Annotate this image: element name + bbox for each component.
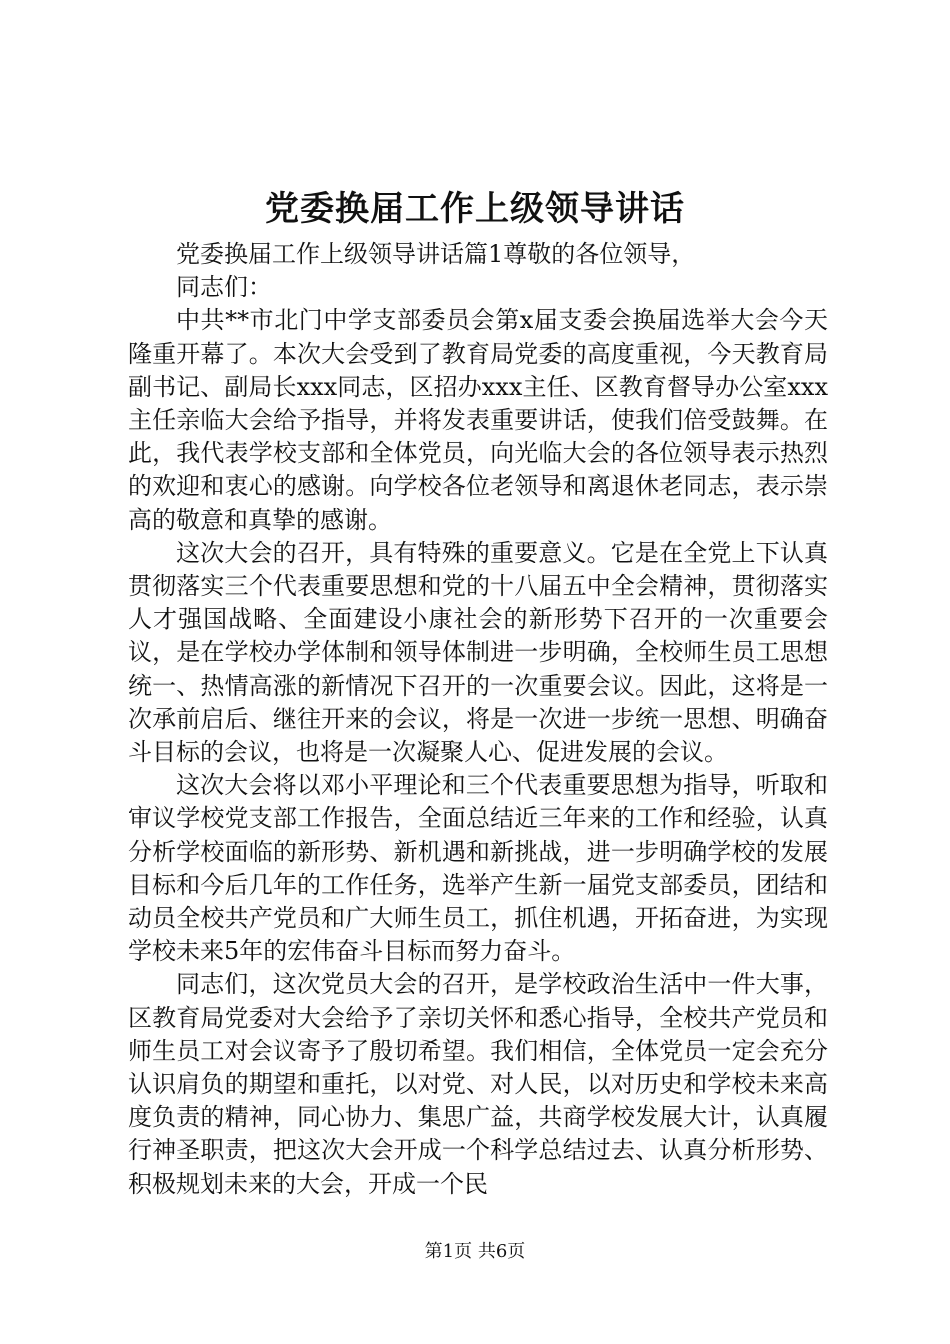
document-body: [128, 238, 828, 1201]
body-paragraph-1: 中共**市北门中学支部委员会第x届支委会换届选举大会今天隆重开幕了。本次大会受到了教育局党委的高度重视，今天教育局副书记、副局长xxx同志，区招办xxx主任、区教育督导办公室xxx主任亲临大会给予指导，并将发表重要讲话，使我们倍受鼓舞。在此，我代表学校支部和全体党员，向光临大会的各位领导表示热烈的欢迎和衷心的感谢。向学校各位老领导和离退休老同志，表示崇高的敬意和真挚的感谢。: [128, 306, 828, 534]
body-paragraph-3: 这次大会将以邓小平理论和三个代表重要思想为指导，听取和审议学校党支部工作报告，全面总结近三年来的工作和经验，认真分析学校面临的新形势、新机遇和新挑战，进一步明确学校的发展目标和今后几年的工作任务，选举产生新一届党支部委员，团结和动员全校共产党员和广大师生员工，抓住机遇，开拓奋进，为实现学校未来5年的宏伟奋斗目标而努力奋斗。: [128, 771, 828, 966]
document-title: 党委换届工作上级领导讲话: [265, 189, 685, 229]
body-paragraph-4: 同志们，这次党员大会的召开，是学校政治生活中一件大事，区教育局党委对大会给予了亲切关怀和悉心指导，全校共产党员和师生员工对会议寄予了殷切希望。我们相信，全体党员一定会充分认识肩负的期望和重托，以对党、对人民，以对历史和学校未来高度负责的精神，同心协力、集思广益，共商学校发展大计，认真履行神圣职责，把这次大会开成一个科学总结过去、认真分析形势、积极规划未来的大会，开成一个民: [128, 970, 828, 1198]
body-paragraph-2: 这次大会的召开，具有特殊的重要意义。它是在全党上下认真贯彻落实三个代表重要思想和党的十八届五中全会精神，贯彻落实人才强国战略、全面建设小康社会的新形势下召开的一次重要会议，是在学校办学体制和领导体制进一步明确，全校师生员工思想统一、热情高涨的新情况下召开的一次重要会议。因此，这将是一次承前启后、继往开来的会议，将是一次进一步统一思想、明确奋斗目标的会议，也将是一次凝聚人心、促进发展的会议。: [128, 538, 828, 767]
intro-line: 党委换届工作上级领导讲话篇1尊敬的各位领导，: [176, 240, 696, 268]
page-footer: 第1页 共6页: [424, 1241, 526, 1262]
salutation-line: 同志们：: [176, 273, 272, 302]
